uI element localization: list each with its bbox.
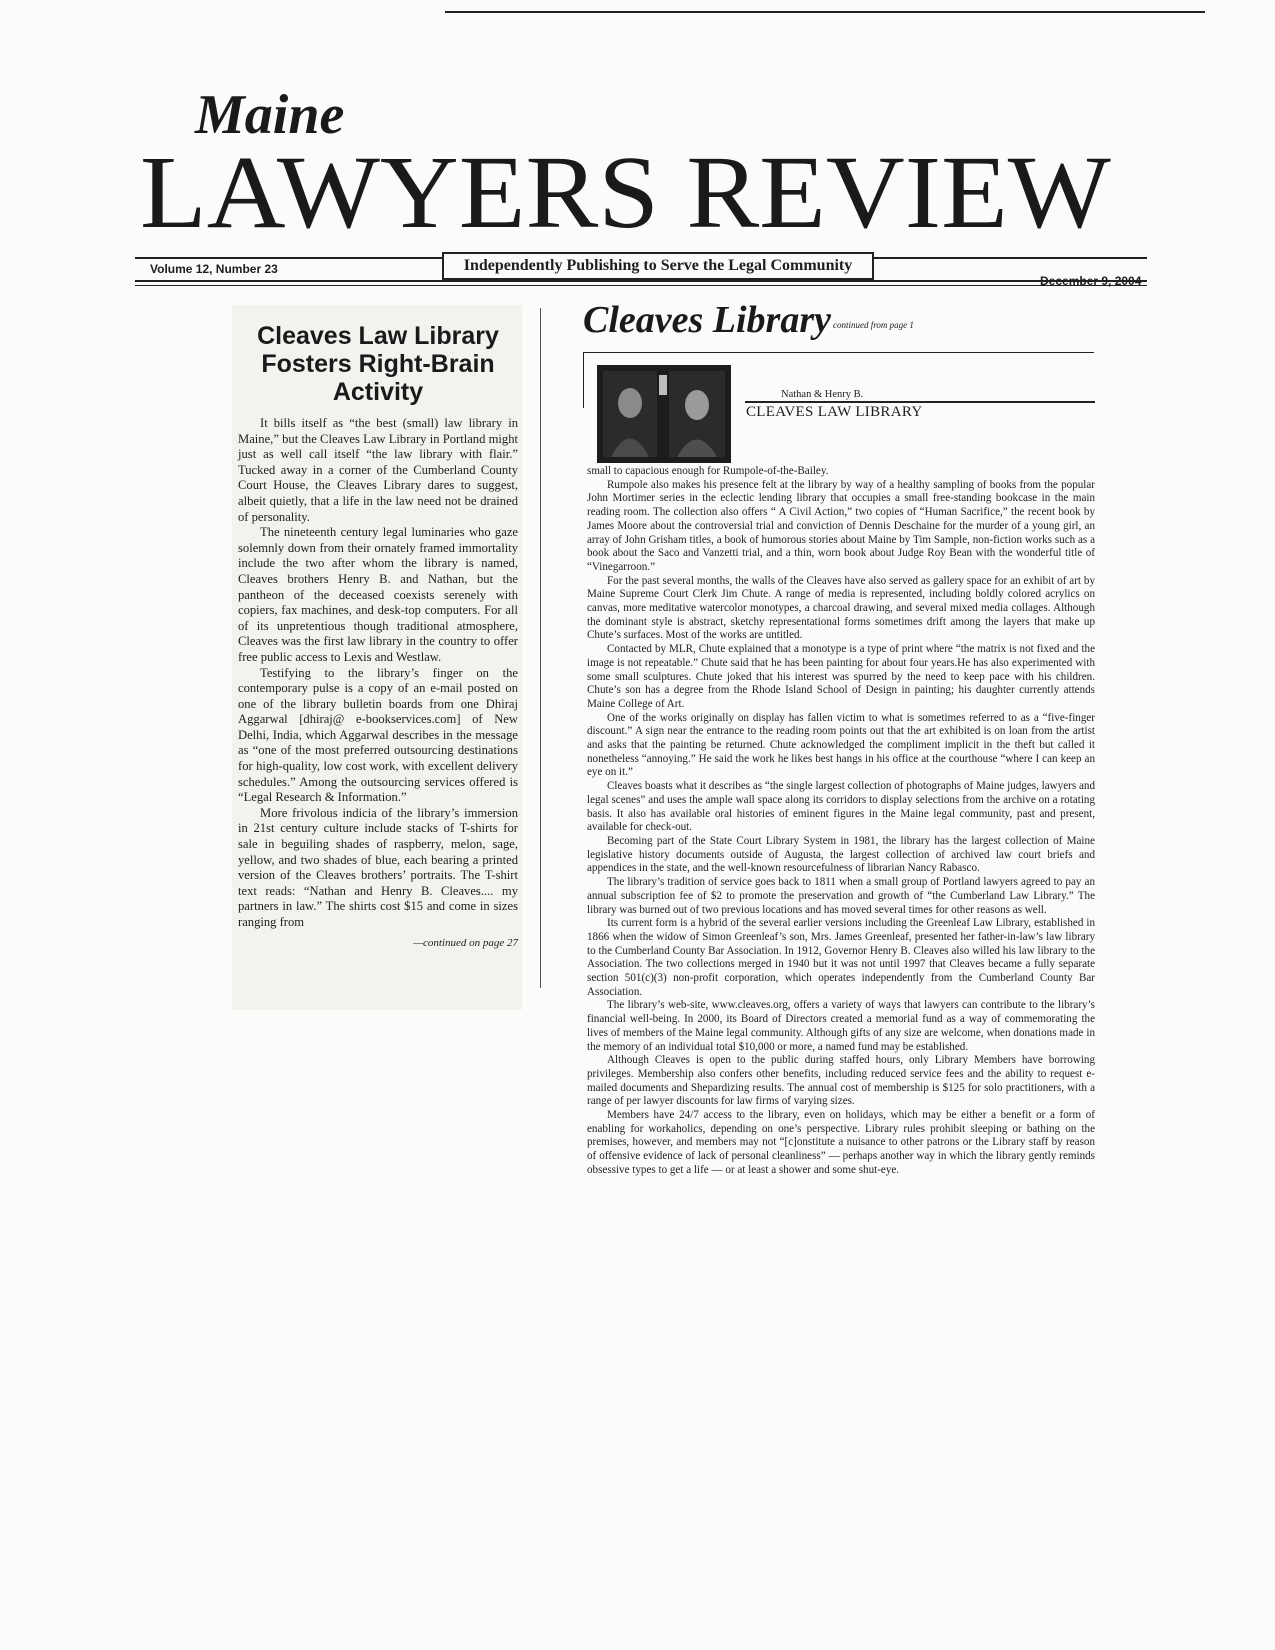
right-paragraph: Although Cleaves is open to the public during staffed hours, only Library Members have borrowing privileges. Membership also confers other benefits, including reduced service fees and the ability to request e-mailed documents and Shepardizing results. The annual cost of membership is $125 for solo practitioners, with a range of per lawyer discounts for law firms of varying sizes.: [587, 1054, 1095, 1108]
continued-from-note: continued from page 1: [833, 320, 914, 330]
masthead-rule-thin: [135, 285, 1147, 286]
left-article: [238, 322, 518, 949]
photo-caption-library: CLEAVES LAW LIBRARY: [746, 404, 923, 420]
left-paragraph: The nineteenth century legal luminaries who gaze solemnly down from their ornately framed immortality include the two after whom the library is named, Cleaves brothers Henry B. and Nathan, but the pantheon of the deceased coexists serenely with copiers, fax machines, and desk-top computers. For all of its unpretentious though traditional atmosphere, Cleaves was the first law library in the country to offer free public access to Lexis and Westlaw.: [238, 525, 518, 664]
right-paragraph: The library’s tradition of service goes back to 1811 when a small group of Portland lawyers agreed to pay an annual subscription fee of $2 to promote the preservation and growth of “the Cumberland Law Library.” The library was burned out of two previous locations and has moved several times for other reasons as well.: [587, 876, 1095, 916]
right-title: Cleaves Library: [583, 299, 832, 341]
right-paragraph: For the past several months, the walls of the Cleaves have also served as gallery space for an exhibit of art by Maine Supreme Court Clerk Jim Chute. A range of media is represented, including boldly colored acrylics on canvas, more meditative watercolor monotypes, a charcoal drawing, and several mixed media collages. Although the dominant style is abstract, sketchy representational forms sometimes drift among the layers that make up Chute’s surfaces. Most of the works are untitled.: [587, 574, 1095, 642]
right-paragraph: small to capacious enough for Rumpole-of-the-Bailey.: [587, 465, 829, 477]
right-article-body: [587, 465, 1095, 1178]
column-divider: [540, 308, 541, 988]
photo-caption-names: Nathan & Henry B.: [781, 389, 864, 400]
caption-rule: [745, 401, 1095, 403]
right-paragraph: The library’s web-site, www.cleaves.org, offers a variety of ways that lawyers can contribute to the library’s financial well-being. In 2000, its Board of Directors created a memorial fund as a way of commemorating the lives of members of the Maine legal community. Although gifts of any size are welcome, when donations made in the memory of an individual total $10,000 or more, a named fund may be established.: [587, 999, 1095, 1053]
left-paragraph: It bills itself as “the best (small) law library in Maine,” but the Cleaves Law Library in Portland might just as well call itself “the law library with flair.” Tucked away in a corner of the Cumberland County Court House, the Cleaves Library dares to suggest, albeit quietly, that a life in the law need not be drained of personality.: [238, 416, 518, 524]
masthead-rule-upper-right: [872, 257, 1147, 259]
volume-number: Volume 12, Number 23: [150, 262, 278, 276]
cleaves-brothers-photo: [597, 365, 731, 463]
right-paragraph: Members have 24/7 access to the library, even on holidays, which may be either a benefit or a form of enabling for workaholics, depending on one’s perspective. Library rules prohibit sleeping or bathing on the premises, however, and members may not “[c]onstitute a nuisance to other patrons or the Library staff by reason of offensive evidence of lack of personal cleanliness” — perhaps another way in which the library gently reminds obsessive types to get a life — or at least a shower and some shut-eye.: [587, 1109, 1095, 1176]
top-rule: [445, 11, 1205, 13]
right-paragraph: Cleaves boasts what it describes as “the single largest collection of photographs of Maine judges, lawyers and legal scenes” and uses the ample wall space along its corridors to display selections from the archive on a rotating basis. It also has available oral histories of eminent figures in the Maine legal community, past and present, available for check-out.: [587, 780, 1095, 834]
right-paragraph: Becoming part of the State Court Library System in 1981, the library has the largest collection of Maine legislative history documents outside of Augusta, the largest collection of archived law court briefs and appendices in the state, and the well-known resourcefulness of librarian Nancy Rabasco.: [587, 834, 1095, 875]
tagline: Independently Publishing to Serve the Legal Community: [442, 252, 874, 280]
right-paragraph: Its current form is a hybrid of the several earlier versions including the Greenleaf Law Library, established in 1866 when the widow of Simon Greenleaf’s son, Mrs. James Greenleaf, presented her father-in-law’s law library to the Cumberland County Bar Association. In 1912, Governor Henry B. Cleaves also willed his law library to the Association. The two collections merged in 1940 but it was not until 1997 that Cleaves became a fully separate section 501(c)(3) non-profit corporation, which operates independently from the Cumberland County Bar Association.: [587, 917, 1095, 998]
left-headline: Cleaves Law Library Fosters Right-Brain Activity: [257, 322, 499, 406]
left-paragraph: Testifying to the library’s finger on the contemporary pulse is a copy of an e-mail posted on one of the library bulletin boards from one Dhiraj Aggarwal [dhiraj@ e-bookservices.com] of New Delhi, India, which Aggarwal describes in the message as “one of the most preferred outsourcing destinations for high-quality, low cost work, with excellent delivery schedules.” Among the outsourcing services offered is “Legal Research & Information.”: [238, 665, 518, 805]
right-paragraph: Contacted by MLR, Chute explained that a monotype is a type of print where “the matrix is not fixed and the image is not repeatable.” Chute said that he has been painting for about four years.He has also experimented with some small sculptures. Chute joked that his interest was spurred by the need to keep pace with his children. Chute’s son has a degree from the Rhode Island School of Design in painting; his daughter currently attends Maine College of Art.: [587, 643, 1095, 710]
right-paragraph: One of the works originally on display has fallen victim to what is sometimes referred to as a “five-finger discount.” A sign near the entrance to the reading room points out that the art exhibited is on loan from the artist and asks that the painting be returned. Chute acknowledged the compliment implicit in the theft but called it nonetheless “annoying.” He said the work he likes best hangs in his office at the courthouse “where I can keep an eye on it.”: [587, 711, 1095, 779]
left-continued-note: —continued on page 27: [413, 936, 518, 949]
masthead-maine: Maine: [195, 84, 345, 146]
masthead-rule-lower: [135, 280, 1147, 282]
right-paragraph: Rumpole also makes his presence felt at the library by way of a healthy sampling of books from the popular John Mortimer series in the eclectic lending library that occupies a small free-standing bookcase in the main reading room. The collection also offers “ A Civil Action,” two copies of “Human Sacrifice,” the recent book by James Moore about the controversial trial and conviction of Dennis Deschaine for the murder of a young girl, an array of John Grisham titles, a book of humorous stories about Maine by Tim Sample, non-fiction works such as a book about the Saco and Vanzetti trial, and a thin, worn book about Judge Roy Bean with the wonderful title of “Vinegarroon.”: [587, 478, 1095, 573]
portrait-image: [597, 365, 731, 463]
issue-date: December 9, 2004: [1040, 274, 1142, 288]
masthead-rule-upper: [135, 257, 443, 259]
left-paragraph: More frivolous indicia of the library’s immersion in 21st century culture include stacks of T-shirts for sale in beguiling shades of raspberry, melon, sage, yellow, and two shades of blue, each bearing a printed version of the Cleaves brothers’ portraits. The T-shirt text reads: “Nathan and Henry B. Cleaves.... my partners in law.” The shirts cost $15 and come in sizes ranging from: [238, 805, 518, 929]
masthead-title: LAWYERS REVIEW: [140, 135, 1111, 250]
